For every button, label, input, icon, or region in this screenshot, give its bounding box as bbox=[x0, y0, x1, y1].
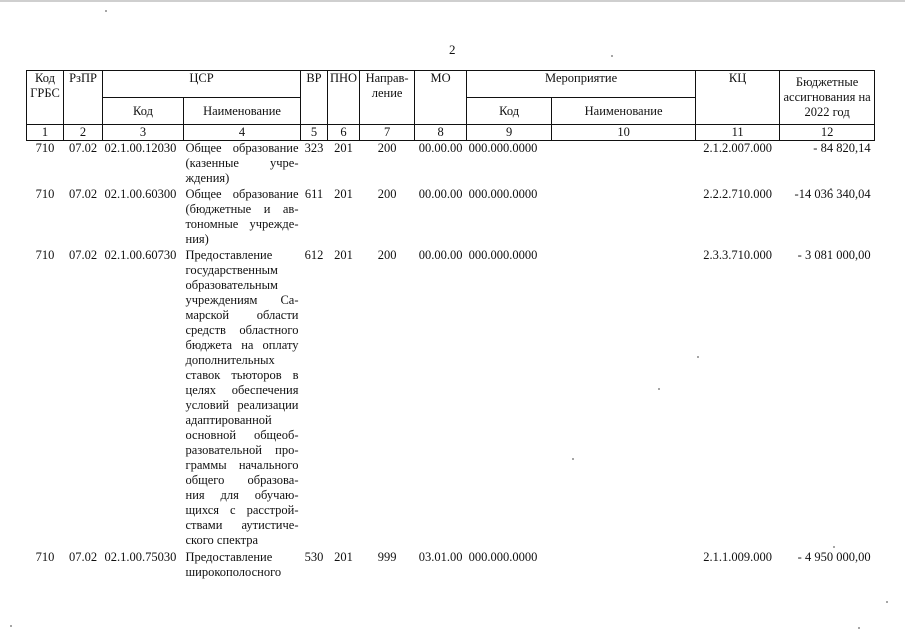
cell-vr: 612 bbox=[304, 248, 324, 262]
header-csr-kod: Код bbox=[103, 98, 184, 125]
header-budget: Бюджетные ассигнования на 2022 год bbox=[780, 71, 875, 125]
cell-mer-name bbox=[552, 548, 696, 580]
cell-csr-kod: 02.1.00.12030 bbox=[104, 141, 177, 155]
cell-csr-kod: 02.1.00.60730 bbox=[104, 248, 177, 262]
scan-speck bbox=[858, 627, 860, 629]
column-number: 10 bbox=[552, 125, 696, 141]
header-napravlenie: Направ- ление bbox=[360, 71, 415, 125]
cell-csr-name: Общее образование (казенные учре- ждения) bbox=[185, 141, 299, 185]
cell-amount: - 4 950 000,00 bbox=[797, 550, 871, 564]
cell-vr: 611 bbox=[304, 187, 324, 201]
cell-kc: 2.2.2.710.000 bbox=[703, 187, 772, 201]
cell-csr-kod: 02.1.00.75030 bbox=[104, 550, 177, 564]
cell-rzpr: 07.02 bbox=[68, 187, 98, 201]
cell-csr-name: Общее образование (бюджетные и ав- тономные учрежде- ния) bbox=[185, 187, 299, 246]
cell-napr: 200 bbox=[377, 141, 397, 155]
cell-kc: 2.3.3.710.000 bbox=[703, 248, 772, 262]
column-number: 12 bbox=[780, 125, 875, 141]
table-header bbox=[27, 71, 875, 141]
column-number: 2 bbox=[64, 125, 103, 141]
column-number: 3 bbox=[103, 125, 184, 141]
header-csr-name: Наименование bbox=[184, 98, 301, 125]
cell-amount: - 3 081 000,00 bbox=[797, 248, 871, 262]
header-rzpr: РзПР bbox=[64, 71, 103, 125]
cell-vr: 530 bbox=[304, 550, 324, 564]
cell-mo: 00.00.00 bbox=[418, 141, 463, 155]
column-number: 5 bbox=[301, 125, 328, 141]
table-row bbox=[27, 548, 875, 580]
cell-grbs: 710 bbox=[35, 248, 55, 262]
cell-mer-kod: 000.000.0000 bbox=[468, 550, 538, 564]
cell-pno: 201 bbox=[334, 141, 353, 155]
cell-mer-name bbox=[552, 247, 696, 548]
column-number: 4 bbox=[184, 125, 301, 141]
cell-vr: 323 bbox=[304, 141, 324, 155]
column-number: 8 bbox=[415, 125, 467, 141]
scan-speck bbox=[105, 10, 107, 12]
budget-table bbox=[26, 70, 875, 580]
scan-speck bbox=[886, 601, 888, 603]
cell-grbs: 710 bbox=[35, 141, 55, 155]
cell-napr: 200 bbox=[377, 187, 397, 201]
cell-pno: 201 bbox=[334, 248, 353, 262]
cell-mer-name bbox=[552, 186, 696, 247]
page-number: 2 bbox=[449, 42, 456, 57]
cell-csr-kod: 02.1.00.60300 bbox=[104, 187, 177, 201]
header-vr: ВР bbox=[301, 71, 328, 125]
cell-pno: 201 bbox=[334, 187, 353, 201]
header-meropriyatie: Мероприятие bbox=[467, 71, 696, 98]
cell-csr-name: Предоставление государственным образовательным учреждениям Са- марской области средств областного бюджета на оплату дополнительных ставок тьюторов в целях обеспечения условий реализации адаптированной основной общеоб- разовательной про- граммы начального общего образова- ния для обучаю- щихся с расстрой- ствами аутистиче- ского спектра bbox=[185, 248, 299, 547]
header-mo: МО bbox=[415, 71, 467, 125]
column-number: 11 bbox=[696, 125, 780, 141]
table-row bbox=[27, 186, 875, 247]
cell-mo: 00.00.00 bbox=[418, 248, 463, 262]
cell-rzpr: 07.02 bbox=[68, 248, 98, 262]
table-body bbox=[27, 141, 875, 581]
header-mer-name: Наименование bbox=[552, 98, 696, 125]
table-row bbox=[27, 141, 875, 187]
cell-kc: 2.1.2.007.000 bbox=[703, 141, 772, 155]
column-number: 6 bbox=[328, 125, 360, 141]
cell-amount: -14 036 340,04 bbox=[794, 187, 871, 201]
cell-napr: 200 bbox=[377, 248, 397, 262]
cell-mo: 00.00.00 bbox=[418, 187, 463, 201]
cell-rzpr: 07.02 bbox=[68, 550, 98, 564]
top-rule bbox=[0, 0, 905, 2]
header-pno: ПНО bbox=[328, 71, 360, 125]
cell-kc: 2.1.1.009.000 bbox=[703, 550, 772, 564]
column-number: 9 bbox=[467, 125, 552, 141]
header-csr: ЦСР bbox=[103, 71, 301, 98]
column-number: 7 bbox=[360, 125, 415, 141]
scan-speck bbox=[611, 55, 613, 57]
cell-mer-kod: 000.000.0000 bbox=[468, 187, 538, 201]
header-kod-grbs: Код ГРБС bbox=[27, 71, 64, 125]
cell-napr: 999 bbox=[377, 550, 397, 564]
cell-grbs: 710 bbox=[35, 550, 55, 564]
cell-mer-kod: 000.000.0000 bbox=[468, 248, 538, 262]
cell-mer-kod: 000.000.0000 bbox=[468, 141, 538, 155]
column-number-row bbox=[27, 125, 875, 141]
cell-amount: - 84 820,14 bbox=[813, 141, 871, 155]
cell-rzpr: 07.02 bbox=[68, 141, 98, 155]
cell-mo: 03.01.00 bbox=[418, 550, 463, 564]
column-number: 1 bbox=[27, 125, 64, 141]
header-kc: КЦ bbox=[696, 71, 780, 125]
cell-mer-name bbox=[552, 141, 696, 187]
cell-grbs: 710 bbox=[35, 187, 55, 201]
cell-pno: 201 bbox=[334, 550, 353, 564]
scan-speck bbox=[10, 625, 12, 627]
table-row bbox=[27, 247, 875, 548]
header-mer-kod: Код bbox=[467, 98, 552, 125]
cell-csr-name: Предоставление широкополосного bbox=[185, 550, 282, 579]
